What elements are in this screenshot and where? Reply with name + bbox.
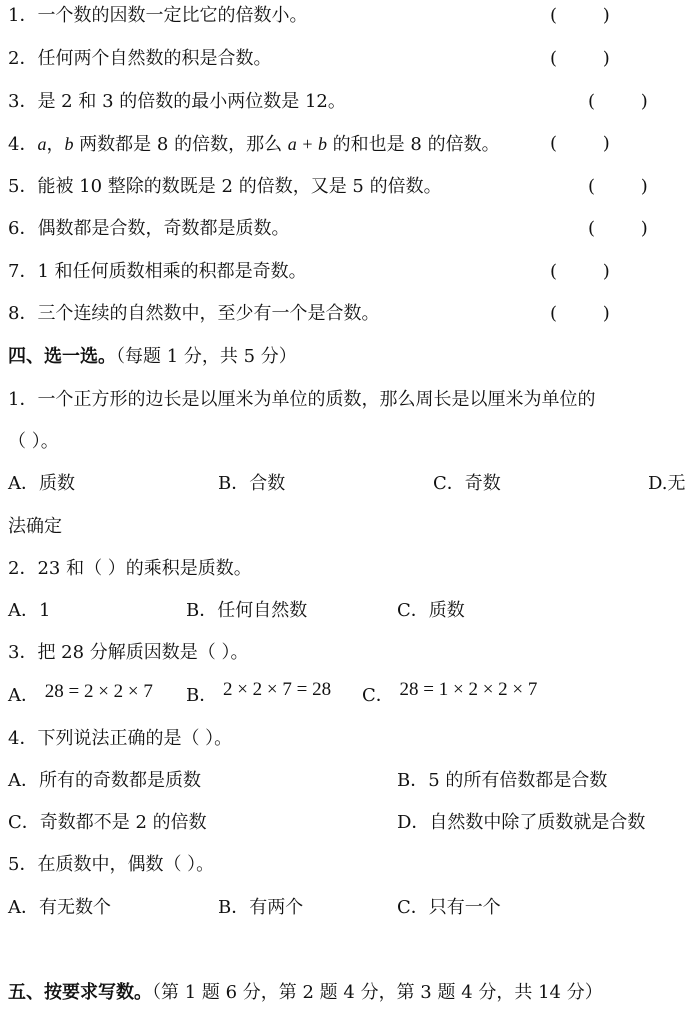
q4-option-d[interactable]: D．自然数中除了质数就是合数 (397, 812, 646, 833)
q5-option-c[interactable]: C．只有一个 (397, 897, 501, 918)
choice-question-5: 5．在质数中，偶数（ ）。 (8, 854, 215, 875)
section-4-title: 四、选一选。 (8, 346, 116, 367)
sum-a-plus-b: a + b (287, 134, 327, 154)
answer-paren-5[interactable]: ( ) (588, 176, 648, 197)
q3-option-c[interactable] (362, 679, 538, 708)
q4-option-a[interactable]: A．所有的奇数都是质数 (8, 770, 201, 791)
judge-question-6: 6．偶数都是合数，奇数都是质数。 (8, 218, 290, 239)
answer-paren-2[interactable]: ( ) (550, 48, 610, 69)
answer-paren-8[interactable]: ( ) (550, 303, 610, 324)
judge-question-1: 1．一个数的因数一定比它的倍数小。 (8, 5, 308, 26)
answer-paren-6[interactable]: ( ) (588, 218, 648, 239)
judge-question-8: 8．三个连续的自然数中，至少有一个是合数。 (8, 303, 380, 324)
section-5-heading (8, 981, 603, 1005)
judge-question-5: 5．能被 10 整除的数既是 2 的倍数，又是 5 的倍数。 (8, 176, 442, 197)
q5-option-b[interactable]: B．有两个 (218, 897, 304, 918)
q1-option-b[interactable]: B．合数 (218, 473, 286, 494)
judge-question-7: 7．1 和任何质数相乘的积都是奇数。 (8, 261, 307, 282)
q4-option-b[interactable]: B．5 的所有倍数都是合数 (397, 770, 608, 791)
q4-suffix: 的和也是 8 的倍数。 (326, 134, 500, 155)
q1-option-d-wrap: 法确定 (8, 516, 62, 537)
answer-paren-4[interactable]: ( ) (550, 133, 610, 154)
judge-question-2: 2．任何两个自然数的积是合数。 (8, 48, 272, 69)
q4-mid: 两数都是 8 的倍数，那么 (73, 134, 288, 155)
q3-option-c-formula: 28 = 1 × 2 × 2 × 7 (399, 679, 538, 700)
section-4-note: （每题 1 分，共 5 分） (116, 346, 297, 367)
q3-option-a-label: A． (8, 685, 39, 706)
q3-option-a-formula: 28 = 2 × 2 × 7 (44, 681, 153, 702)
q4-comma: ， (46, 134, 65, 155)
choice-question-1-blank[interactable]: （ ）。 (8, 431, 59, 452)
section-5-title: 五、按要求写数。 (8, 982, 152, 1003)
q1-option-c[interactable]: C．奇数 (433, 473, 501, 494)
q4-prefix: 4． (8, 134, 38, 155)
choice-question-1: 1．一个正方形的边长是以厘米为单位的质数，那么周长是以厘米为单位的 (8, 389, 596, 410)
q1-option-a[interactable]: A．质数 (8, 473, 75, 494)
q1-option-d[interactable]: D.无 (648, 473, 686, 494)
answer-paren-3[interactable]: ( ) (588, 91, 648, 112)
q2-option-c[interactable]: C．质数 (397, 600, 465, 621)
q3-option-b[interactable] (186, 679, 332, 708)
answer-paren-1[interactable]: ( ) (550, 5, 610, 26)
section-4-heading (8, 345, 297, 369)
q3-option-c-label: C． (362, 685, 394, 706)
judge-question-3: 3．是 2 和 3 的倍数的最小两位数是 12。 (8, 91, 346, 112)
section-5-note: （第 1 题 6 分，第 2 题 4 分，第 3 题 4 分，共 14 分） (152, 982, 603, 1003)
q4-option-c[interactable]: C．奇数都不是 2 的倍数 (8, 812, 207, 833)
q2-option-a[interactable]: A．1 (8, 600, 51, 621)
choice-question-3: 3．把 28 分解质因数是（ ）。 (8, 642, 249, 663)
choice-question-4: 4．下列说法正确的是（ ）。 (8, 728, 233, 749)
q3-option-b-label: B． (186, 685, 218, 706)
var-a: a (37, 134, 47, 154)
answer-paren-7[interactable]: ( ) (550, 261, 610, 282)
choice-question-2: 2．23 和（ ）的乘积是质数。 (8, 558, 252, 579)
q3-option-a[interactable] (8, 681, 153, 708)
judge-question-4 (8, 132, 500, 157)
var-b: b (64, 134, 74, 154)
q3-option-b-formula: 2 × 2 × 7 = 28 (222, 679, 332, 700)
q2-option-b[interactable]: B．任何自然数 (186, 600, 308, 621)
q5-option-a[interactable]: A．有无数个 (8, 897, 111, 918)
